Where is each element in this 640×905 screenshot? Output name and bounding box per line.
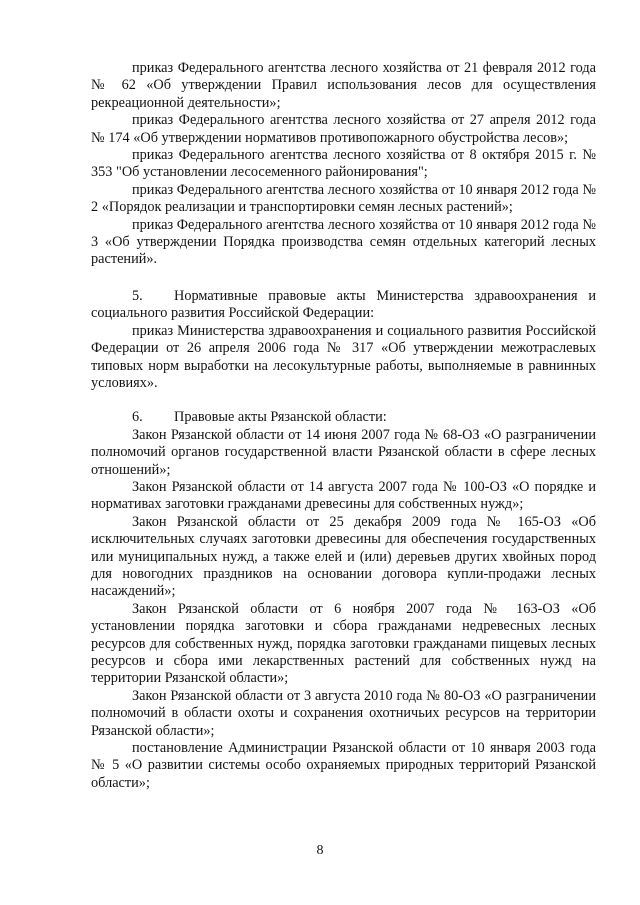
order-paragraph: приказ Федерального агентства лесного хозяйства от 10 января 2012 года № 3 «Об утверждении Порядка производства семян отдельных категорий лесных растений». [91,216,596,268]
section-6-paragraph: Закон Рязанской области от 14 августа 2007 года № 100-ОЗ «О порядке и нормативах заготовки гражданами древесины для собственных нужд»; [91,478,596,513]
section-6-paragraph: Закон Рязанской области от 6 ноября 2007 года № 163-ОЗ «Об установлении порядка заготовки и сбора гражданами недревесных лесных ресурсов для собственных нужд, порядка заготовки гражданами пищевых лесных ресурсов и сбора ими лекарственных растений для собственных нужд на территории Рязанской области»; [91,600,596,687]
order-paragraph: приказ Федерального агентства лесного хозяйства от 10 января 2012 года № 2 «Порядок реализации и транспортировки семян лесных растений»; [91,181,596,216]
section-5-title: Нормативные правовые акты Министерства здравоохранения и социального развития Российской Федерации: [91,287,596,322]
section-6-number: 6. [132,409,143,426]
section-6-heading [91,409,596,426]
section-6-paragraph: Закон Рязанской области от 14 июня 2007 года № 68-ОЗ «О разграничении полномочий органов государственной власти Рязанской области в сфере лесных отношений»; [91,426,596,478]
section-5-paragraph: приказ Министерства здравоохранения и социального развития Российской Федерации от 26 апреля 2006 года № 317 «Об утверждении межотраслевых типовых норм выработки на лесокультурные работы, выполняемые в равнинных условиях». [91,322,596,391]
section-6-paragraph: постановление Администрации Рязанской области от 10 января 2003 года № 5 «О развитии системы особо охраняемых природных территорий Рязанской области»; [91,740,596,791]
order-paragraph: приказ Федерального агентства лесного хозяйства от 21 февраля 2012 года № 62 «Об утверждении Правил использования лесов для осуществления рекреационной деятельности»; [91,60,596,111]
document-body [91,60,596,792]
section-6-paragraph: Закон Рязанской области от 25 декабря 2009 года № 165-ОЗ «Об исключительных случаях заготовки древесины для обеспечения государственных или муниципальных нужд, а также елей и (или) деревьев других хвойных пород для новогодних праздников на основании договора купли-продажи лесных насаждений»; [91,513,596,600]
order-paragraph: приказ Федерального агентства лесного хозяйства от 8 октября 2015 г. № 353 "Об установлении лесосеменного районирования"; [91,147,596,181]
order-paragraph: приказ Федерального агентства лесного хозяйства от 27 апреля 2012 года № 174 «Об утверждении нормативов противопожарного обустройства лесов»; [91,112,596,146]
section-5-number: 5. [132,287,143,304]
section-6-paragraph: Закон Рязанской области от 3 августа 2010 года № 80-ОЗ «О разграничении полномочий в области охоты и сохранения охотничьих ресурсов на территории Рязанской области»; [91,687,596,739]
section-5-heading [91,288,596,323]
section-6-title: Правовые акты Рязанской области: [174,409,387,426]
page-number: 8 [316,843,324,858]
